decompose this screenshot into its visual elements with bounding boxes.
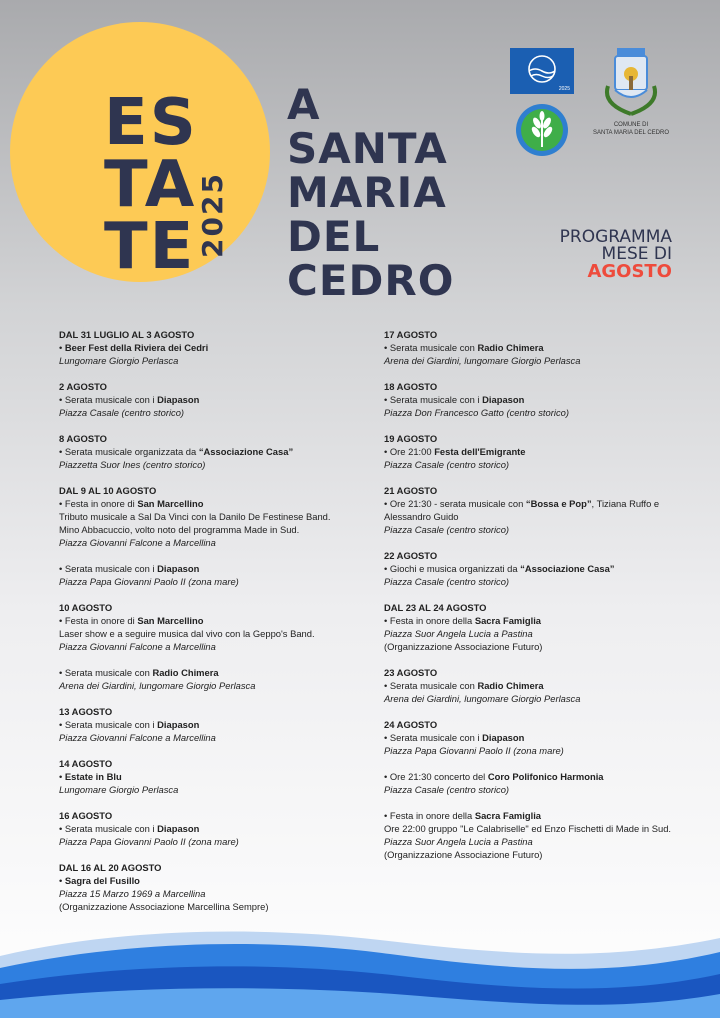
- event-text: Lungomare Giorgio Perlasca: [59, 784, 179, 795]
- event-line: [59, 822, 369, 835]
- event-line: [59, 445, 369, 458]
- event-line: [384, 575, 694, 588]
- event-text: Diapason: [157, 563, 200, 574]
- event-text: Sacra Famiglia: [474, 810, 542, 821]
- event-item: [384, 484, 694, 536]
- event-line: [59, 679, 369, 692]
- event-text: Radio Chimera: [152, 667, 219, 678]
- event-line: [59, 406, 369, 419]
- event-line: [59, 523, 369, 536]
- event-text: Ore 22:00 gruppo "Le Calabriselle" ed Enzo Fischetti di Made in Sud.: [384, 823, 672, 834]
- event-text: • Serata musicale con i: [59, 719, 158, 730]
- event-text: , Tiziana Ruffo e: [591, 498, 660, 509]
- event-line: [384, 731, 694, 744]
- event-text: Festa dell'Emigrante: [434, 446, 526, 457]
- event-line: [384, 640, 694, 653]
- event-text: • Festa in onore della: [384, 810, 475, 821]
- event-text: Diapason: [482, 394, 525, 405]
- event-date: DAL 9 AL 10 AGOSTO: [59, 485, 157, 496]
- event-item: [59, 601, 369, 653]
- event-text: Laser show e a seguire musica dal vivo con la Geppo's Band.: [59, 628, 315, 639]
- event-line: [384, 614, 694, 627]
- event-text: • Ore 21:00: [384, 446, 435, 457]
- place-line-5: CEDRO: [287, 256, 455, 305]
- event-text: “Bossa e Pop”: [525, 498, 592, 509]
- event-text: Piazza Giovanni Falcone a Marcellina: [59, 641, 216, 652]
- event-line: [384, 692, 694, 705]
- event-date: 22 AGOSTO: [384, 550, 438, 561]
- estate-line-2: TA: [104, 148, 197, 222]
- event-line: [59, 718, 369, 731]
- place-line-4: DEL: [287, 212, 381, 261]
- event-text: Piazza Casale (centro storico): [384, 784, 510, 795]
- event-text: • Serata musicale con i: [59, 394, 158, 405]
- event-item: [59, 861, 369, 913]
- event-line: [59, 510, 369, 523]
- event-line: [59, 458, 369, 471]
- event-line: [384, 679, 694, 692]
- event-text: Tributo musicale a Sal Da Vinci con la Danilo De Festinese Band.: [59, 511, 331, 522]
- event-text: Estate in Blu: [64, 771, 122, 782]
- event-text: • Ore 21:30 - serata musicale con: [384, 498, 526, 509]
- event-text: • Festa in onore della: [384, 615, 475, 626]
- event-text: Piazza Casale (centro storico): [384, 576, 510, 587]
- event-item: [59, 432, 369, 471]
- blue-flag-logo: [510, 48, 574, 94]
- event-item: [59, 757, 369, 796]
- month-label: AGOSTO: [587, 261, 672, 282]
- event-text: Diapason: [157, 823, 200, 834]
- event-line: [59, 562, 369, 575]
- spiga-verde-logo: [515, 103, 569, 157]
- event-text: •: [59, 875, 65, 886]
- event-text: San Marcellino: [137, 615, 204, 626]
- event-text: •: [59, 771, 65, 782]
- event-text: • Ore 21:30 concerto del: [384, 771, 488, 782]
- year-label: 2025: [196, 172, 229, 258]
- event-text: Piazza Casale (centro storico): [59, 407, 185, 418]
- programma-block: [540, 229, 672, 280]
- event-line: [59, 666, 369, 679]
- event-text: • Festa in onore di: [59, 615, 138, 626]
- event-text: Piazza Papa Giovanni Paolo II (zona mare): [59, 836, 239, 847]
- event-text: • Serata musicale con i: [59, 823, 158, 834]
- event-line: [59, 874, 369, 887]
- events-left-column: [59, 328, 369, 926]
- municipal-crest-icon: [600, 46, 662, 118]
- event-text: Mino Abbacuccio, volto noto del programma Made in Sud.: [59, 524, 300, 535]
- event-date: 2 AGOSTO: [59, 381, 107, 392]
- event-text: Radio Chimera: [477, 680, 544, 691]
- place-line-3: MARIA: [287, 168, 447, 217]
- place-line-2: SANTA: [287, 124, 448, 173]
- programma-line-1: PROGRAMMA: [559, 227, 672, 247]
- event-item: [384, 328, 694, 367]
- event-line: [59, 783, 369, 796]
- event-text: “Associazione Casa”: [198, 446, 294, 457]
- event-line: [384, 406, 694, 419]
- event-text: Arena dei Giardini, lungomare Giorgio Perlasca: [384, 693, 581, 704]
- event-text: “Associazione Casa”: [520, 563, 615, 574]
- event-text: • Festa in onore di: [59, 498, 138, 509]
- event-line: [59, 627, 369, 640]
- event-text: Alessandro Guido: [384, 511, 459, 522]
- event-line: [384, 822, 694, 835]
- event-text: • Serata musicale con i: [384, 732, 483, 743]
- event-item: [59, 809, 369, 848]
- event-date: 21 AGOSTO: [384, 485, 438, 496]
- event-text: • Giochi e musica organizzati da: [384, 563, 521, 574]
- event-text: Lungomare Giorgio Perlasca: [59, 355, 179, 366]
- event-date: DAL 31 LUGLIO AL 3 AGOSTO: [59, 329, 195, 340]
- comune-caption: [585, 121, 677, 137]
- event-text: Diapason: [157, 719, 200, 730]
- event-text: Arena dei Giardini, lungomare Giorgio Perlasca: [384, 355, 581, 366]
- event-line: [59, 900, 369, 913]
- event-text: Piazza 15 Marzo 1969 a Marcellina: [59, 888, 206, 899]
- event-text: • Serata musicale con: [384, 680, 478, 691]
- event-item: [384, 432, 694, 471]
- event-date: DAL 23 AL 24 AGOSTO: [384, 602, 487, 613]
- event-item: [384, 666, 694, 705]
- event-line: [59, 575, 369, 588]
- event-date: 8 AGOSTO: [59, 433, 107, 444]
- comune-line-2: SANTA MARIA DEL CEDRO: [592, 130, 670, 136]
- place-line-1: A: [287, 80, 321, 129]
- estate-line-1: ES: [104, 86, 198, 160]
- event-item: [384, 380, 694, 419]
- flag-year: 2025: [558, 86, 570, 92]
- event-line: [384, 341, 694, 354]
- event-line: [59, 341, 369, 354]
- event-text: (Organizzazione Associazione Marcellina Sempre): [59, 901, 269, 912]
- event-line: [59, 536, 369, 549]
- event-line: [59, 640, 369, 653]
- event-date: 19 AGOSTO: [384, 433, 438, 444]
- event-line: [59, 614, 369, 627]
- event-text: •: [59, 342, 65, 353]
- event-text: Piazza Papa Giovanni Paolo II (zona mare): [59, 576, 239, 587]
- event-text: Sacra Famiglia: [474, 615, 542, 626]
- event-text: Piazza Giovanni Falcone a Marcellina: [59, 732, 216, 743]
- event-line: [384, 497, 694, 510]
- event-text: (Organizzazione Associazione Futuro): [384, 641, 543, 652]
- event-date: 17 AGOSTO: [384, 329, 438, 340]
- event-text: Sagra del Fusillo: [64, 875, 140, 886]
- event-item: [384, 549, 694, 588]
- event-text: Piazza Casale (centro storico): [384, 524, 510, 535]
- sea-waves: [0, 918, 720, 1018]
- event-item: [384, 809, 694, 861]
- event-text: Diapason: [482, 732, 525, 743]
- event-item: [59, 666, 369, 692]
- event-text: Diapason: [157, 394, 200, 405]
- event-line: [384, 562, 694, 575]
- event-text: Beer Fest della Riviera dei Cedri: [64, 342, 209, 353]
- event-text: • Serata musicale con i: [384, 394, 483, 405]
- place-title: [287, 80, 455, 305]
- event-date: 10 AGOSTO: [59, 602, 113, 613]
- event-text: Piazza Don Francesco Gatto (centro storico): [384, 407, 569, 418]
- event-text: Piazzetta Suor Ines (centro storico): [59, 459, 206, 470]
- events-right-column: [384, 328, 694, 874]
- event-line: [384, 458, 694, 471]
- estate-line-3: TE: [104, 210, 196, 284]
- event-item: [59, 328, 369, 367]
- event-text: • Serata musicale con i: [59, 563, 158, 574]
- event-item: [59, 562, 369, 588]
- event-text: Arena dei Giardini, lungomare Giorgio Perlasca: [59, 680, 256, 691]
- event-line: [59, 835, 369, 848]
- event-date: DAL 16 AL 20 AGOSTO: [59, 862, 162, 873]
- event-text: Piazza Suor Angela Lucia a Pastina: [384, 836, 533, 847]
- event-line: [384, 354, 694, 367]
- event-text: Coro Polifonico Harmonia: [487, 771, 604, 782]
- event-item: [384, 601, 694, 653]
- event-item: [59, 484, 369, 549]
- event-item: [384, 770, 694, 796]
- event-line: [384, 770, 694, 783]
- event-line: [384, 744, 694, 757]
- event-text: Radio Chimera: [477, 342, 544, 353]
- event-date: 13 AGOSTO: [59, 706, 113, 717]
- event-text: San Marcellino: [137, 498, 204, 509]
- event-text: Piazza Papa Giovanni Paolo II (zona mare): [384, 745, 564, 756]
- event-date: 24 AGOSTO: [384, 719, 438, 730]
- event-line: [384, 445, 694, 458]
- event-line: [384, 809, 694, 822]
- event-line: [59, 354, 369, 367]
- comune-line-1: COMUNE DI: [613, 122, 649, 128]
- event-line: [384, 510, 694, 523]
- event-date: 16 AGOSTO: [59, 810, 113, 821]
- event-text: Piazza Casale (centro storico): [384, 459, 510, 470]
- event-date: 18 AGOSTO: [384, 381, 438, 392]
- event-line: [384, 523, 694, 536]
- event-line: [384, 627, 694, 640]
- event-text: (Organizzazione Associazione Futuro): [384, 849, 543, 860]
- event-line: [384, 848, 694, 861]
- event-text: • Serata musicale con: [384, 342, 478, 353]
- event-text: • Serata musicale organizzata da: [59, 446, 199, 457]
- event-line: [59, 497, 369, 510]
- event-line: [59, 887, 369, 900]
- event-date: 23 AGOSTO: [384, 667, 438, 678]
- event-item: [59, 705, 369, 744]
- event-text: Piazza Suor Angela Lucia a Pastina: [384, 628, 533, 639]
- event-text: Piazza Giovanni Falcone a Marcellina: [59, 537, 216, 548]
- event-line: [384, 783, 694, 796]
- programma-line-2: MESE DI: [601, 244, 672, 264]
- event-date: 14 AGOSTO: [59, 758, 113, 769]
- event-line: [59, 731, 369, 744]
- event-line: [384, 393, 694, 406]
- event-item: [384, 718, 694, 757]
- event-line: [384, 835, 694, 848]
- event-text: • Serata musicale con: [59, 667, 153, 678]
- event-item: [59, 380, 369, 419]
- event-line: [59, 770, 369, 783]
- event-line: [59, 393, 369, 406]
